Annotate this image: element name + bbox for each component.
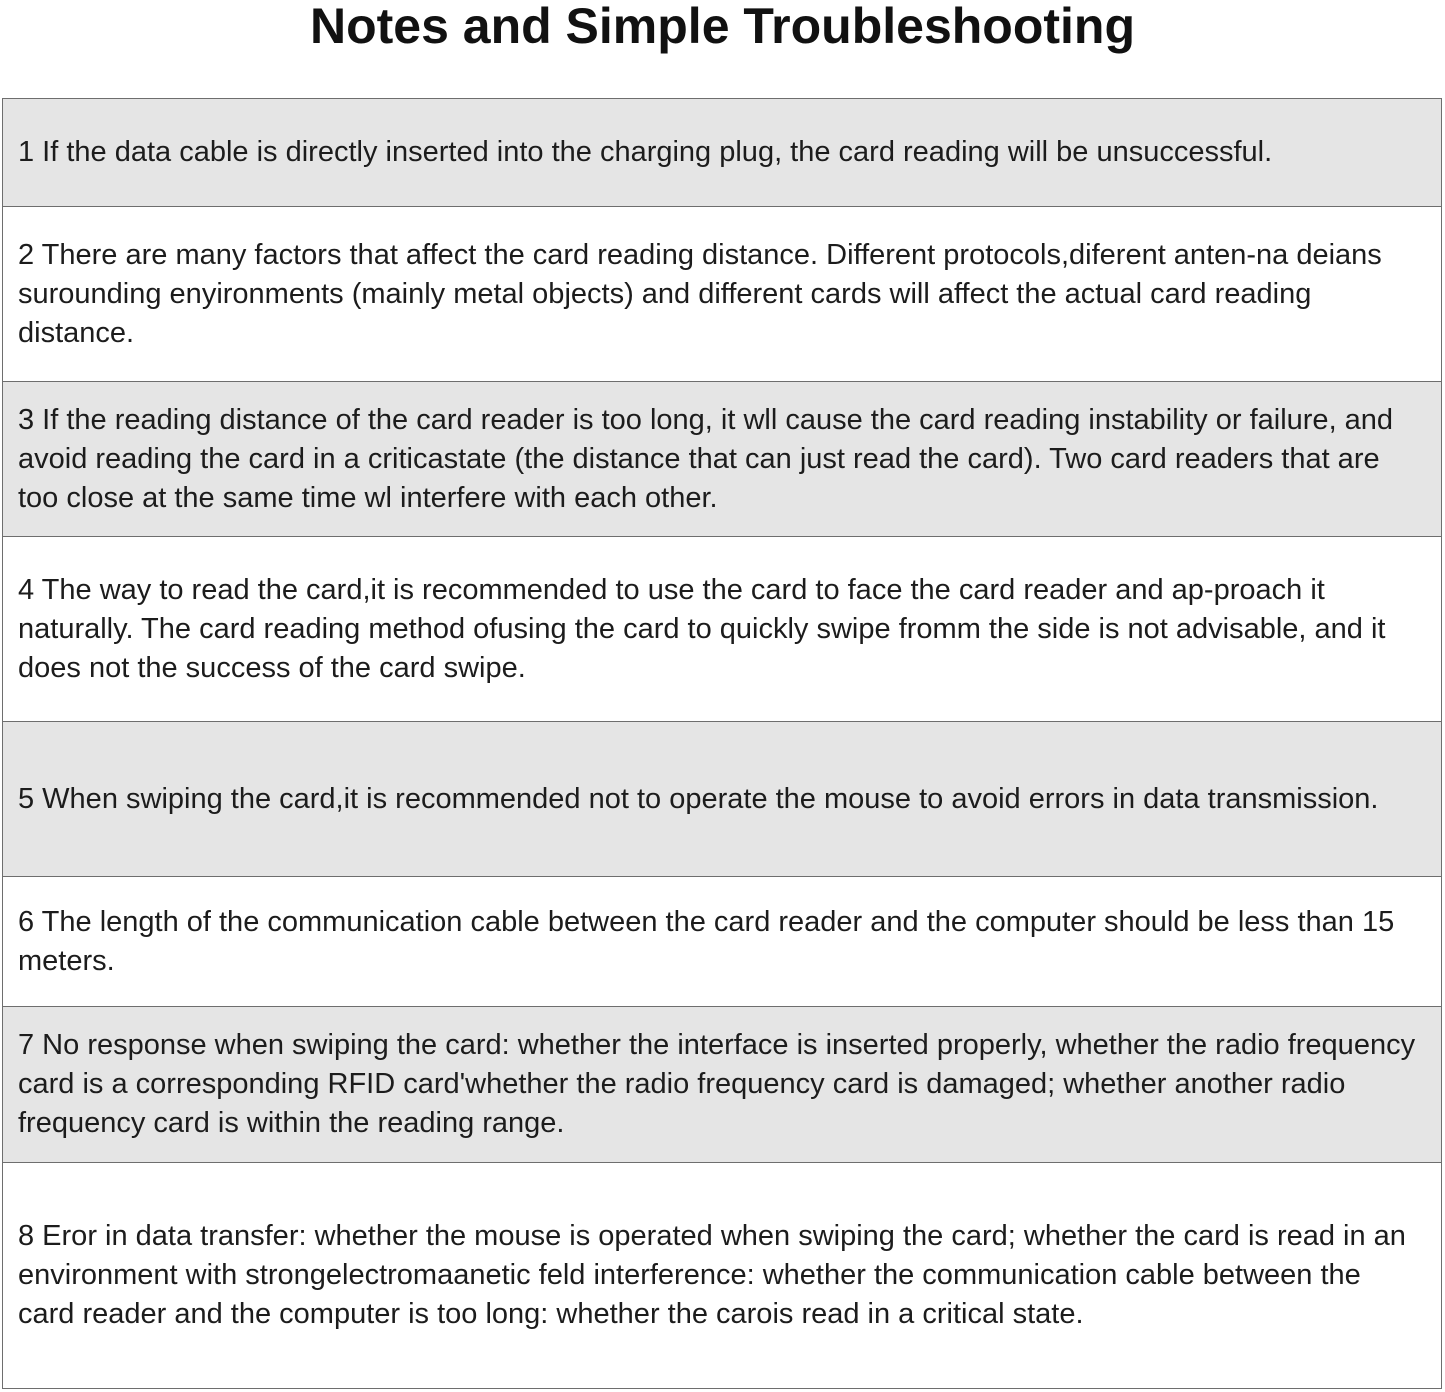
note-text-6: 6 The length of the communication cable between the card reader and the computer should be less than 15 meters. xyxy=(18,905,1395,977)
note-row-1 xyxy=(3,99,1441,207)
note-row-8 xyxy=(3,1163,1441,1387)
note-text-2: 2 There are many factors that affect the card reading distance. Different protocols,diferent anten-na deians surounding enyironments (mainly metal objects) and different cards will affect the actual card reading distance. xyxy=(18,238,1382,349)
note-row-5 xyxy=(3,722,1441,877)
note-text-4: 4 The way to read the card,it is recommended to use the card to face the card reader and ap-proach it naturally. The card reading method ofusing the card to quickly swipe fromm the side is not advisable, and it does not the success of the card swipe. xyxy=(18,573,1386,684)
note-text-1: 1 If the data cable is directly inserted into the charging plug, the card reading will be unsuccessful. xyxy=(18,136,1273,168)
note-row-7 xyxy=(3,1007,1441,1163)
note-row-4 xyxy=(3,537,1441,722)
note-text-7: 7 No response when swiping the card: whether the interface is inserted properly, whether the radio frequency card is a corresponding RFID card'whether the radio frequency card is damaged; whether another radio frequency card is within the reading range. xyxy=(18,1029,1416,1139)
note-text-3: 3 If the reading distance of the card reader is too long, it wll cause the card reading instability or failure, and avoid reading the card in a criticastate (the distance that can just read the card). Two card readers that are too close at the same time wl interfere with each other. xyxy=(18,403,1394,514)
note-text-8: 8 Eror in data transfer: whether the mouse is operated when swiping the card; whether the card is read in an environment with strongelectromaanetic feld interference: whether the communication cable between the card reader and the computer is too long: whether the carois read in a critical state. xyxy=(18,1219,1406,1330)
note-row-2 xyxy=(3,207,1441,382)
note-text-5: 5 When swiping the card,it is recommended not to operate the mouse to avoid errors in data transmission. xyxy=(18,782,1379,815)
note-row-6 xyxy=(3,877,1441,1007)
page-title: Notes and Simple Troubleshooting xyxy=(309,0,1136,54)
notes-table xyxy=(2,98,1442,1389)
note-row-3 xyxy=(3,382,1441,537)
